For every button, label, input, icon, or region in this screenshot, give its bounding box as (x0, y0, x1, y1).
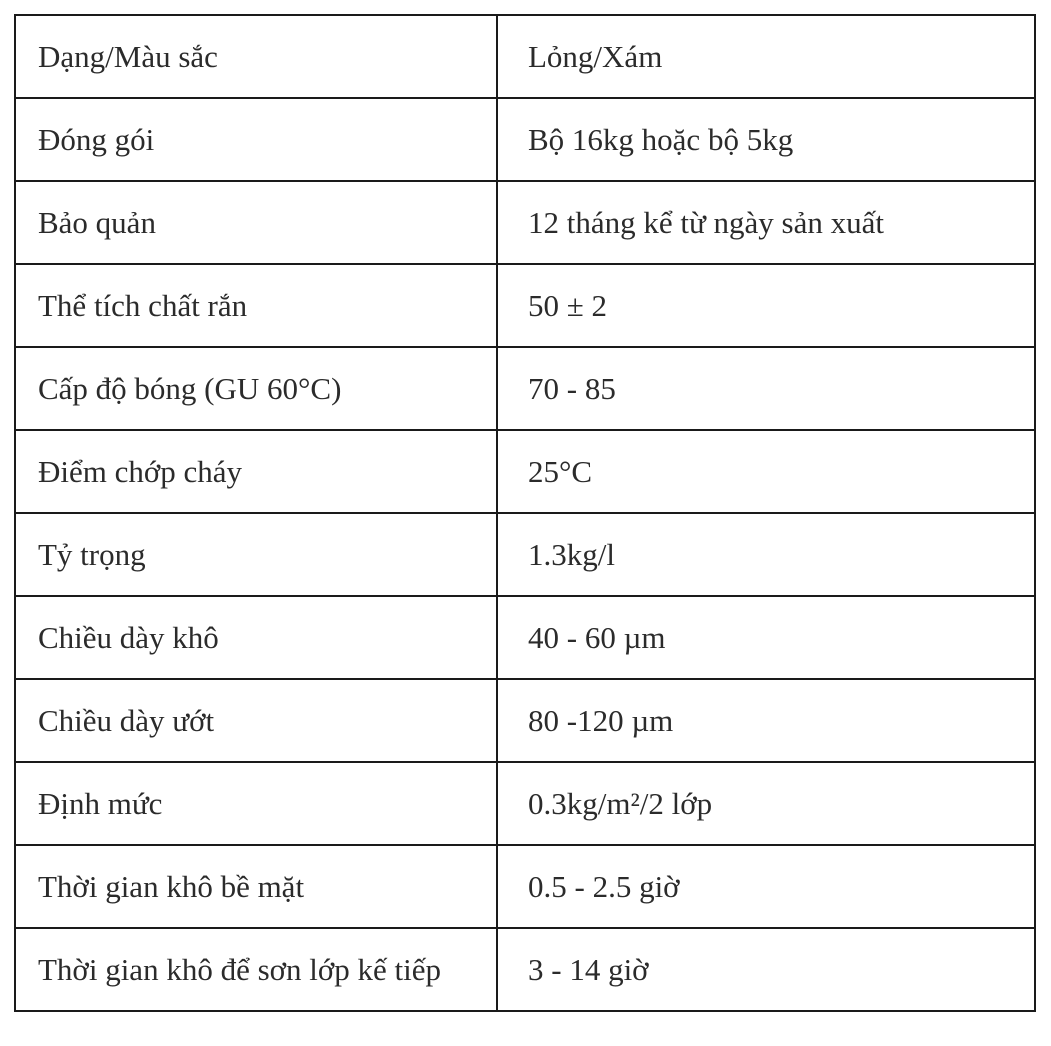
row-value: 25°C (497, 430, 1035, 513)
table-row (15, 347, 1035, 430)
table-row (15, 181, 1035, 264)
row-label: Chiều dày khô (15, 596, 497, 679)
row-label: Thời gian khô để sơn lớp kế tiếp (15, 928, 497, 1011)
row-value: 40 - 60 µm (497, 596, 1035, 679)
row-value: 0.5 - 2.5 giờ (497, 845, 1035, 928)
row-value: 50 ± 2 (497, 264, 1035, 347)
row-value: 1.3kg/l (497, 513, 1035, 596)
table-row (15, 845, 1035, 928)
row-value: 80 -120 µm (497, 679, 1035, 762)
row-value: Lỏng/Xám (497, 15, 1035, 98)
row-label: Chiều dày ướt (15, 679, 497, 762)
spec-table (14, 14, 1036, 1012)
table-row (15, 928, 1035, 1011)
row-value: 3 - 14 giờ (497, 928, 1035, 1011)
row-label: Cấp độ bóng (GU 60°C) (15, 347, 497, 430)
row-label: Điểm chớp cháy (15, 430, 497, 513)
table-row (15, 264, 1035, 347)
table-row (15, 762, 1035, 845)
row-label: Định mức (15, 762, 497, 845)
table-row (15, 98, 1035, 181)
row-label: Đóng gói (15, 98, 497, 181)
row-value: Bộ 16kg hoặc bộ 5kg (497, 98, 1035, 181)
row-label: Thể tích chất rắn (15, 264, 497, 347)
row-label: Bảo quản (15, 181, 497, 264)
row-value: 12 tháng kể từ ngày sản xuất (497, 181, 1035, 264)
table-row (15, 596, 1035, 679)
row-value: 70 - 85 (497, 347, 1035, 430)
row-label: Thời gian khô bề mặt (15, 845, 497, 928)
table-row (15, 679, 1035, 762)
row-label: Dạng/Màu sắc (15, 15, 497, 98)
row-value: 0.3kg/m²/2 lớp (497, 762, 1035, 845)
table-row (15, 430, 1035, 513)
table-row (15, 513, 1035, 596)
table-row (15, 15, 1035, 98)
row-label: Tỷ trọng (15, 513, 497, 596)
